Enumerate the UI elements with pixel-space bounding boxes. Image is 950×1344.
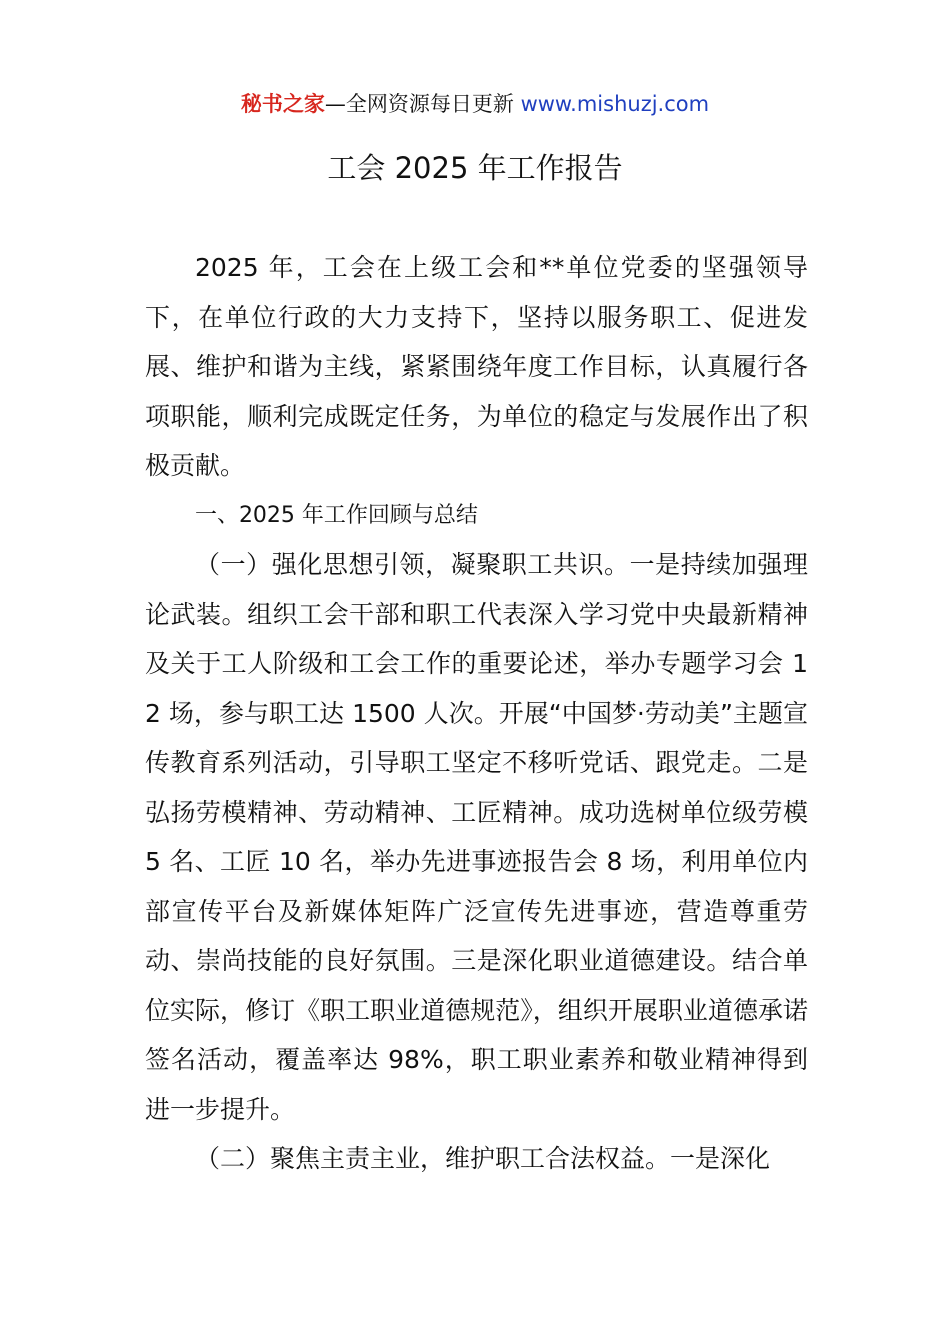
subsection-paragraph-2: （二）聚焦主责主业，维护职工合法权益。一是深化	[195, 1144, 771, 1173]
intro-paragraph: 2025 年，工会在上级工会和**单位党委的坚强领导下，在单位行政的大力支持下，坚持以服务职工、促进发展、维护和谐为主线，紧紧围绕年度工作目标，认真履行各项职能，顺利完成既定任务，为单位的稳定与发展作出了积极贡献。	[145, 253, 808, 480]
section-heading: 一、2025 年工作回顾与总结	[194, 502, 478, 528]
subsection-paragraph-1: （一）强化思想引领，凝聚职工共识。一是持续加强理论武装。组织工会干部和职工代表深入学习党中央最新精神及关于工人阶级和工会工作的重要论述，举办专题学习会 12 场，参与职工达 1500 人次。开展“中国梦·劳动美”主题宣传教育系列活动，引导职工坚定不移听党话、跟党走。二是弘扬劳模精神、劳动精神、工匠精神。成功选树单位级劳模 5 名、工匠 10 名，举办先进事迹报告会 8 场，利用单位内部宣传平台及新媒体矩阵广泛宣传先进事迹，营造尊重劳动、崇尚技能的良好氛围。三是深化职业道德建设。结合单位实际，修订《职工职业道德规范》，组织开展职业道德承诺签名活动，覆盖率达 98%，职工职业素养和敬业精神得到进一步提升。	[145, 550, 808, 1124]
site-header	[0, 88, 950, 120]
brand-name: 秘书之家	[240, 92, 325, 116]
document-body	[145, 243, 808, 1184]
document-title: 工会 2025 年工作报告	[327, 151, 623, 185]
site-url-link[interactable]: www.mishuzj.com	[520, 92, 710, 116]
header-tagline: —全网资源每日更新	[324, 92, 521, 116]
